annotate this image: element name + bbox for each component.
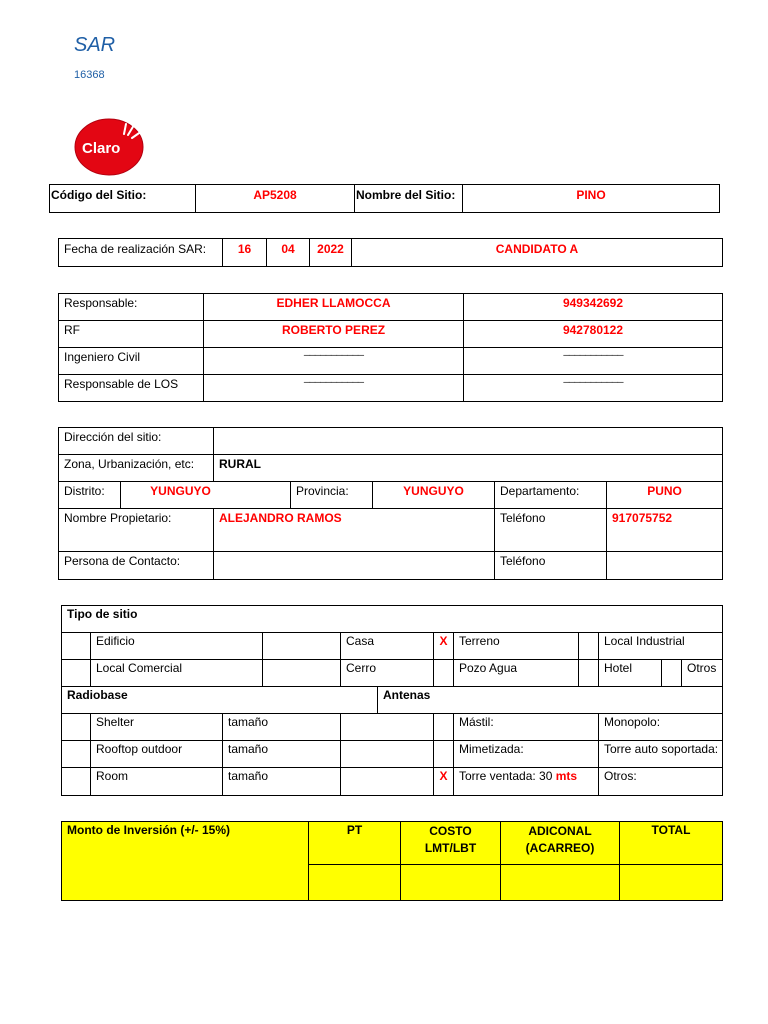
edificio-checkbox xyxy=(62,633,91,660)
telefono2-value xyxy=(607,552,723,580)
investment-table xyxy=(61,821,723,901)
torre-ventada-mark: X xyxy=(434,768,454,796)
otros-label: Otros xyxy=(682,660,723,687)
torre-ventada-label: Torre ventada: 30 xyxy=(459,769,556,783)
contact-name: ROBERTO PEREZ xyxy=(204,321,464,348)
local-comercial-checkbox xyxy=(62,660,91,687)
mastil-label: Mástil: xyxy=(454,714,599,741)
local-industrial-checkbox xyxy=(579,633,599,660)
table-row xyxy=(59,348,723,375)
local-comercial-label: Local Comercial xyxy=(91,660,263,687)
adicional-header xyxy=(501,822,620,865)
table-row xyxy=(59,294,723,321)
room-checkbox xyxy=(62,768,91,796)
otros2-label: Otros: xyxy=(599,768,723,796)
date-table xyxy=(58,238,723,267)
costo-header xyxy=(401,822,501,865)
total-header: TOTAL xyxy=(620,822,723,865)
shelter-size-value xyxy=(341,714,434,741)
candidate-value: CANDIDATO A xyxy=(352,239,723,267)
total-value xyxy=(620,865,723,901)
date-label: Fecha de realización SAR: xyxy=(59,239,223,267)
contact-phone: 942780122 xyxy=(464,321,723,348)
table-row xyxy=(59,321,723,348)
hotel-checkbox xyxy=(579,660,599,687)
otros-checkbox xyxy=(662,660,682,687)
adicional-line-1: ADICONAL xyxy=(528,824,592,838)
torre-ventada-unit: mts xyxy=(555,769,578,783)
pozo-agua-checkbox xyxy=(434,660,454,687)
mimetizada-label: Mimetizada: xyxy=(454,741,599,768)
monopolo-label: Monopolo: xyxy=(599,714,723,741)
edificio-label: Edificio xyxy=(91,633,263,660)
site-type-table xyxy=(61,605,723,796)
site-type-title: Tipo de sitio xyxy=(62,606,723,633)
table-row xyxy=(59,375,723,402)
room-size-value xyxy=(341,768,434,796)
cerro-checkbox xyxy=(263,660,341,687)
contact-phone: ─────────── xyxy=(464,348,723,375)
contact-phone: ─────────── xyxy=(464,375,723,402)
contact-name: EDHER LLAMOCCA xyxy=(204,294,464,321)
date-year: 2022 xyxy=(310,239,352,267)
provincia-label: Provincia: xyxy=(291,482,373,509)
zona-label: Zona, Urbanización, etc: xyxy=(59,455,214,482)
adicional-value xyxy=(501,865,620,901)
contact-role: Responsable: xyxy=(59,294,204,321)
hotel-label: Hotel xyxy=(599,660,662,687)
contact-role: RF xyxy=(59,321,204,348)
local-industrial-label: Local Industrial xyxy=(599,633,723,660)
site-name-value: PINO xyxy=(463,185,720,213)
site-code-label: Código del Sitio: xyxy=(50,185,196,213)
contact-role: Responsable de LOS xyxy=(59,375,204,402)
date-month: 04 xyxy=(267,239,310,267)
telefono2-label: Teléfono xyxy=(495,552,607,580)
contacto-value xyxy=(214,552,495,580)
telefono-label: Teléfono xyxy=(495,509,607,552)
propietario-label: Nombre Propietario: xyxy=(59,509,214,552)
radiobase-title: Radiobase xyxy=(62,687,378,714)
pt-value xyxy=(309,865,401,901)
pozo-agua-label: Pozo Agua xyxy=(454,660,579,687)
rooftop-size-label: tamaño xyxy=(223,741,341,768)
torre-auto-label: Torre auto soportada: xyxy=(599,741,723,768)
contacto-label: Persona de Contacto: xyxy=(59,552,214,580)
room-label: Room xyxy=(91,768,223,796)
costo-line-1: COSTO xyxy=(429,824,472,838)
contact-name: ─────────── xyxy=(204,375,464,402)
costo-line-2: LMT/LBT xyxy=(424,841,477,855)
direccion-value xyxy=(214,428,723,455)
distrito-label: Distrito: xyxy=(59,482,121,509)
torre-ventada-cell xyxy=(454,768,599,796)
provincia-value: YUNGUYO xyxy=(373,482,495,509)
distrito-value: YUNGUYO xyxy=(121,482,291,509)
rooftop-checkbox xyxy=(62,741,91,768)
document-code: 16368 xyxy=(74,69,105,81)
propietario-value: ALEJANDRO RAMOS xyxy=(214,509,495,552)
contact-name: ─────────── xyxy=(204,348,464,375)
site-name-label: Nombre del Sitio: xyxy=(355,185,463,213)
costo-value xyxy=(401,865,501,901)
terreno-label: Terreno xyxy=(454,633,579,660)
shelter-label: Shelter xyxy=(91,714,223,741)
departamento-value: PUNO xyxy=(607,482,723,509)
claro-logo xyxy=(74,113,146,177)
direccion-label: Dirección del sitio: xyxy=(59,428,214,455)
shelter-size-label: tamaño xyxy=(223,714,341,741)
adicional-line-2: (ACARREO) xyxy=(525,841,595,855)
contact-role: Ingeniero Civil xyxy=(59,348,204,375)
pt-header: PT xyxy=(309,822,401,865)
date-day: 16 xyxy=(223,239,267,267)
rooftop-label: Rooftop outdoor xyxy=(91,741,223,768)
svg-text:Claro: Claro xyxy=(82,140,121,157)
shelter-checkbox xyxy=(62,714,91,741)
casa-label: Casa xyxy=(341,633,434,660)
room-size-label: tamaño xyxy=(223,768,341,796)
site-code-value: AP5208 xyxy=(196,185,355,213)
zona-value: RURAL xyxy=(214,455,723,482)
contacts-table xyxy=(58,293,723,402)
mastil-checkbox xyxy=(434,714,454,741)
casa-checkbox xyxy=(263,633,341,660)
rooftop-size-value xyxy=(341,741,434,768)
contact-phone: 949342692 xyxy=(464,294,723,321)
terreno-mark: X xyxy=(434,633,454,660)
departamento-label: Departamento: xyxy=(495,482,607,509)
investment-label: Monto de Inversión (+/- 15%) xyxy=(62,822,309,901)
site-table xyxy=(49,184,720,213)
address-table xyxy=(58,427,723,580)
telefono-value: 917075752 xyxy=(607,509,723,552)
cerro-label: Cerro xyxy=(341,660,434,687)
mimetizada-checkbox xyxy=(434,741,454,768)
document-title: SAR xyxy=(74,34,116,56)
antenas-title: Antenas xyxy=(378,687,723,714)
